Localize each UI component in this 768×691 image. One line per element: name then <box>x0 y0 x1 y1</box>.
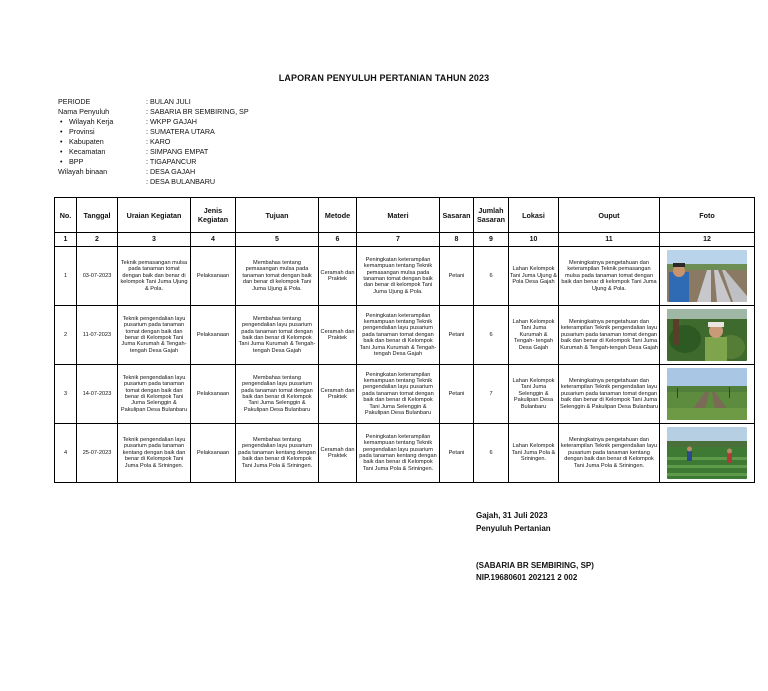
info-value: : WKPP GAJAH <box>146 117 197 126</box>
target-cell: Petani <box>440 306 474 365</box>
info-value: : SUMATERA UTARA <box>146 127 215 136</box>
activity-description-cell: Teknik pengendalian layu pusarium pada tanaman kentang dengan baik dan benar di Kelompok Tani Juma Pola & Sriningen. <box>118 424 191 483</box>
column-header: Sasaran <box>440 198 474 233</box>
output-cell: Meningkatnya pengetahuan dan keterampilan Teknik pengendalian layu pusarium pada tanaman tomat dengan baik dan benar di Kelompok Tani Juma Kurumah & Tengah-tengah Desa Gajah <box>559 306 660 365</box>
info-value: : SIMPANG EMPAT <box>146 147 209 156</box>
column-header: Jumlah Sasaran <box>474 198 509 233</box>
row-number: 1 <box>55 247 77 306</box>
info-label: Wilayah binaan <box>58 167 108 176</box>
material-cell: Peningkatan keterampilan kemampuan tentang Teknik pengendalian layu pusarium pada tanaman tomat dengan baik dan benar di Kelompok Tani Juma Selenggin & Pakulipan Desa Bulanbaru <box>357 365 440 424</box>
date-cell: 11-07-2023 <box>77 306 118 365</box>
row-number: 3 <box>55 365 77 424</box>
header-row <box>55 198 755 233</box>
activity-type-cell: Pelaksanaan <box>191 247 236 306</box>
location-cell: Lahan Kelompok Tani Juma Pola & Sriningen. <box>509 424 559 483</box>
info-value: : SABARIA BR SEMBIRING, SP <box>146 107 249 116</box>
column-number: 11 <box>559 233 660 247</box>
column-header: Jenis Kegiatan <box>191 198 236 233</box>
table-body <box>55 233 755 483</box>
info-row <box>58 97 249 107</box>
column-number: 7 <box>357 233 440 247</box>
column-number: 1 <box>55 233 77 247</box>
method-cell: Ceramah dan Praktek <box>319 365 357 424</box>
activity-description-cell: Teknik pemasangan mulsa pada tanaman tomat dengan baik dan benar di kelompok Tani Juma Ujung & Pola. <box>118 247 191 306</box>
output-cell: Meningkatnya pengetahuan dan keterampilan Teknik pengendalian layu pusarium pada tanaman kentang dengan baik dan benar di Kelompok Tani Juma Pola & Sriningen. <box>559 424 660 483</box>
info-row <box>58 147 249 157</box>
column-number: 12 <box>660 233 755 247</box>
info-value: : DESA BULANBARU <box>146 177 216 186</box>
column-header: Tanggal <box>77 198 118 233</box>
material-cell: Peningkatan keterampilan kemampuan tentang Teknik pemasangan mulsa pada tanaman tomat dengan baik dan benar di kelompok Tani Juma Ujung & Pola. <box>357 247 440 306</box>
report-table <box>54 197 755 483</box>
signature-nip: NIP.19680601 202121 2 002 <box>476 573 578 582</box>
info-label <box>58 177 146 187</box>
column-header: Foto <box>660 198 755 233</box>
date-cell: 14-07-2023 <box>77 365 118 424</box>
target-cell: Petani <box>440 365 474 424</box>
activity-description-cell: Teknik pengendalian layu pusarium pada tanaman tomat dengan baik dan benar di Kelompok Tani Juma Kurumah & Tengah- tengah Desa Gajah <box>118 306 191 365</box>
column-header: Tujuan <box>236 198 319 233</box>
photo-cell <box>660 365 755 424</box>
column-number: 3 <box>118 233 191 247</box>
location-cell: Lahan Kelompok Tani Juma Kurumah & Tengah- tengah Desa Gajah <box>509 306 559 365</box>
info-label: • Kecamatan <box>58 147 146 157</box>
signature-role: Penyuluh Pertanian <box>476 524 551 533</box>
target-cell: Petani <box>440 247 474 306</box>
activity-type-cell: Pelaksanaan <box>191 365 236 424</box>
info-label: PERIODE <box>58 97 91 106</box>
info-value: : KARO <box>146 137 171 146</box>
location-cell: Lahan Kelompok Tani Juma Ujung & Pola Desa Gajah <box>509 247 559 306</box>
info-row <box>58 137 249 147</box>
activity-photo <box>667 309 747 361</box>
target-count-cell: 7 <box>474 365 509 424</box>
info-row <box>58 117 249 127</box>
column-header: Uraian Kegiatan <box>118 198 191 233</box>
activity-description-cell: Teknik pengendalian layu pusarium pada tanaman tomat dengan baik dan benar di Kelompok Tani Juma Selenggin & Pakulipan Desa Bulanbaru <box>118 365 191 424</box>
objective-cell: Membahas tentang pengendalian layu pusarium pada tanaman tomat dengan baik dan benar di Kelompok Tani Juma Kurumah & Tengah- tengah Desa Gajah <box>236 306 319 365</box>
info-row <box>58 107 249 117</box>
objective-cell: Membahas tentang pengendalian layu pusarium pada tanaman kentang dengan baik dan benar di Kelompok Tani Juma Pola & Sriningen. <box>236 424 319 483</box>
activity-photo <box>667 250 747 302</box>
info-row <box>58 127 249 137</box>
info-value: : TIGAPANCUR <box>146 157 197 166</box>
activity-photo <box>667 427 747 479</box>
info-row <box>58 157 249 167</box>
column-header: No. <box>55 198 77 233</box>
column-number: 9 <box>474 233 509 247</box>
method-cell: Ceramah dan Praktek <box>319 424 357 483</box>
column-number: 10 <box>509 233 559 247</box>
material-cell: Peningkatan keterampilan kemampuan tentang Teknik pengendalian layu pusarium pada tanaman tomat dengan baik dan benar di Kelompok Tani Juma Kurumah & Tengah- tengah Desa Gajah <box>357 306 440 365</box>
table-row <box>55 306 755 365</box>
row-number: 2 <box>55 306 77 365</box>
photo-cell <box>660 424 755 483</box>
column-header: Ouput <box>559 198 660 233</box>
info-label: • Provinsi <box>58 127 146 137</box>
activity-type-cell: Pelaksanaan <box>191 424 236 483</box>
column-number-row <box>55 233 755 247</box>
info-label: • BPP <box>58 157 146 167</box>
method-cell: Ceramah dan Praktek <box>319 247 357 306</box>
column-number: 5 <box>236 233 319 247</box>
table-row <box>55 247 755 306</box>
material-cell: Peningkatan keterampilan kemampuan tentang Teknik pengendalian layu pusarium pada tanaman kentang dengan baik dan benar di Kelompok Tani Juma Pola & Sriningen. <box>357 424 440 483</box>
info-value: : DESA GAJAH <box>146 167 196 176</box>
objective-cell: Membahas tentang pengendalian layu pusarium pada tanaman tomat dengan baik dan benar di Kelompok Tani Juma Selenggin & Pakulipan Desa Bulanbaru <box>236 365 319 424</box>
signature-name: (SABARIA BR SEMBIRING, SP) <box>476 561 594 570</box>
activity-type-cell: Pelaksanaan <box>191 306 236 365</box>
column-number: 6 <box>319 233 357 247</box>
row-number: 4 <box>55 424 77 483</box>
date-cell: 03-07-2023 <box>77 247 118 306</box>
report-title: LAPORAN PENYULUH PERTANIAN TAHUN 2023 <box>278 73 490 83</box>
target-count-cell: 6 <box>474 424 509 483</box>
info-value: : BULAN JULI <box>146 97 191 106</box>
table-row <box>55 424 755 483</box>
target-count-cell: 6 <box>474 247 509 306</box>
output-cell: Meningkatnya pengetahuan dan keterampilan Teknik pengendalian layu pusarium pada tanaman tomat dengan baik dan benar di Kelompok Tani Juma Selenggin & Pakulipan Desa Bulanbaru <box>559 365 660 424</box>
table-row <box>55 365 755 424</box>
photo-cell <box>660 247 755 306</box>
info-row <box>58 167 249 177</box>
date-cell: 25-07-2023 <box>77 424 118 483</box>
column-header: Materi <box>357 198 440 233</box>
method-cell: Ceramah dan Praktek <box>319 306 357 365</box>
objective-cell: Membahas tentang pemasangan mulsa pada tanaman tomat dengan baik dan benar di kelompok Tani Juma Ujung & Pola. <box>236 247 319 306</box>
target-count-cell: 6 <box>474 306 509 365</box>
column-number: 2 <box>77 233 118 247</box>
signature-place-date: Gajah, 31 Juli 2023 <box>476 511 548 520</box>
output-cell: Meningkatnya pengetahuan dan keterampilan Teknik pemasangan mulsa pada tanaman tomat dengan baik dan benar di kelompok Tani Juma Ujung & Pola. <box>559 247 660 306</box>
column-header: Lokasi <box>509 198 559 233</box>
column-header: Metode <box>319 198 357 233</box>
photo-cell <box>660 306 755 365</box>
target-cell: Petani <box>440 424 474 483</box>
column-number: 8 <box>440 233 474 247</box>
activity-photo <box>667 368 747 420</box>
info-label: • Kabupaten <box>58 137 146 147</box>
column-number: 4 <box>191 233 236 247</box>
info-label: • Wilayah Kerja <box>58 117 146 127</box>
info-label: Nama Penyuluh <box>58 107 110 116</box>
info-row <box>58 177 249 187</box>
report-info <box>58 97 249 187</box>
location-cell: Lahan Kelompok Tani Juma Selenggin & Pakulipan Desa Bulanbaru <box>509 365 559 424</box>
